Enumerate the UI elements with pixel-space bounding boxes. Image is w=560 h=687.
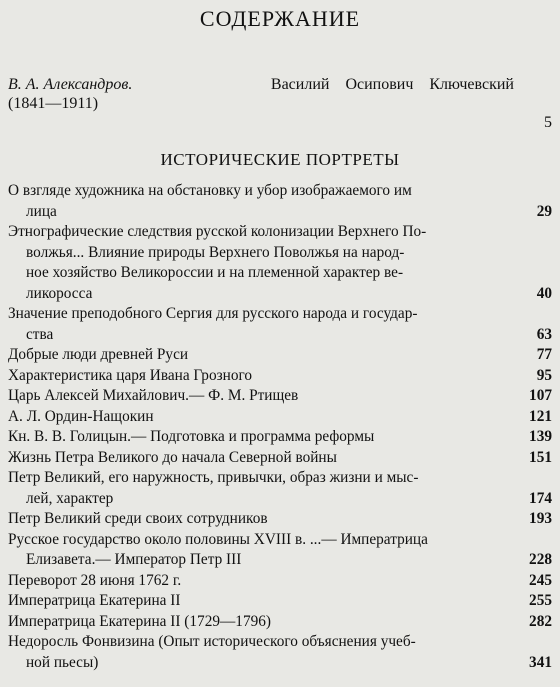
toc-entry-line: Жизнь Петра Великого до начала Северной войны — [8, 448, 337, 466]
author-entry-page: 5 — [544, 114, 552, 131]
toc-entry-line: А. Л. Ордин-Нащокин — [8, 407, 154, 425]
toc-entry-title — [8, 407, 522, 428]
toc-entry-line: лица — [26, 202, 57, 220]
toc-entry-page: 121 — [529, 407, 552, 425]
toc-entry[interactable] — [8, 222, 552, 304]
toc-entry-line: Недоросль Фонвизина (Опыт исторического объяснения учеб- — [8, 633, 416, 650]
toc-entry-page: 255 — [529, 592, 552, 609]
author-dates-line — [8, 95, 552, 132]
toc-entry-page: 341 — [529, 653, 552, 671]
toc-entry-page: 151 — [529, 448, 552, 466]
toc-entry-line: О взгляде художника на обстановку и убор изображаемого им — [8, 182, 412, 199]
toc-entry-page: 282 — [529, 612, 552, 630]
toc-entry-line: Характеристика царя Ивана Грозного — [8, 366, 253, 384]
author-entry — [8, 76, 552, 132]
author-entry-dates: (1841—1911) — [8, 95, 99, 112]
toc-entry-line: Переворот 28 июня 1762 г. — [8, 571, 182, 589]
author-line — [8, 76, 552, 94]
toc-entry[interactable] — [8, 407, 552, 428]
toc-entry-page: 95 — [536, 366, 552, 384]
toc-entry-line: Значение преподобного Сергия для русского народа и государ- — [8, 305, 418, 322]
toc-entry[interactable] — [8, 612, 552, 633]
author-entry-title: Василий Осипович Ключевский — [270, 76, 514, 93]
toc-entry-title — [8, 386, 522, 407]
toc-entry-line: ной пьесы) — [26, 653, 99, 671]
toc-entry-title — [8, 632, 522, 673]
toc-entry[interactable] — [8, 386, 552, 407]
toc-entry[interactable] — [8, 509, 552, 530]
toc-entry-title — [8, 345, 522, 366]
toc-entry-line: волжья... Влияние природы Верхнего Поволжья на народ- — [26, 243, 405, 261]
toc-entry-title — [8, 612, 522, 633]
toc-entry-line: ства — [26, 325, 54, 343]
author-name: В. А. Александров. — [8, 76, 133, 93]
toc-entry-page: 228 — [529, 551, 552, 568]
section-title: ИСТОРИЧЕСКИЕ ПОРТРЕТЫ — [160, 150, 400, 169]
toc-entry-page: 77 — [536, 346, 552, 363]
toc-entry[interactable] — [8, 468, 552, 509]
toc-entry[interactable] — [8, 632, 552, 673]
toc-entry[interactable] — [8, 591, 552, 612]
toc-entry-title — [8, 530, 522, 571]
toc-entry-line: лей, характер — [26, 489, 114, 507]
toc-entry-line: ное хозяйство Великороссии и на племенной характер ве- — [26, 264, 404, 281]
toc-entry-line: Царь Алексей Михайлович.— Ф. М. Ртищев — [8, 387, 299, 404]
toc-entry-title — [8, 304, 522, 345]
toc-entry-title — [8, 571, 522, 592]
toc-entry-line: Императрица Екатерина II (1729—1796) — [8, 612, 271, 630]
toc-entry-line: ликоросса — [26, 284, 93, 302]
toc-entry-line: Русское государство около половины XVIII в. ...— Императрица — [8, 530, 428, 548]
toc-entry-line: Петр Великий, его наружность, привычки, образ жизни и мыс- — [8, 469, 419, 486]
toc-entry-line: Елизавета.— Император Петр III — [26, 551, 242, 568]
toc-entry-page: 40 — [536, 284, 552, 302]
toc-entry-line: Этнографические следствия русской колонизации Верхнего По- — [8, 223, 427, 240]
toc-entry-line: Кн. В. В. Голицын.— Подготовка и программа реформы — [8, 428, 375, 445]
toc-entry[interactable] — [8, 427, 552, 448]
toc-entry[interactable] — [8, 530, 552, 571]
toc-entry-page: 139 — [529, 428, 552, 445]
toc-entry[interactable] — [8, 571, 552, 592]
page-title: СОДЕРЖАНИЕ — [199, 6, 361, 31]
toc-entry-title — [8, 591, 522, 612]
toc-entry-title — [8, 222, 522, 304]
toc-entry[interactable] — [8, 345, 552, 366]
toc-entry-title — [8, 181, 522, 222]
toc-entry-line: Петр Великий среди своих сотрудников — [8, 510, 268, 527]
toc-entry-page: 29 — [536, 202, 552, 220]
toc-entry[interactable] — [8, 448, 552, 469]
toc-entry-title — [8, 427, 522, 448]
toc-entry-line: Императрица Екатерина II — [8, 592, 181, 609]
toc-entry-page: 107 — [529, 387, 552, 404]
toc-entry-line: Добрые люди древней Руси — [8, 346, 189, 363]
toc-list — [8, 181, 552, 673]
toc-entry[interactable] — [8, 181, 552, 222]
toc-entry-title — [8, 468, 522, 509]
toc-entry-page: 193 — [529, 510, 552, 527]
toc-entry-page: 245 — [529, 571, 552, 589]
toc-entry-page: 63 — [536, 325, 552, 343]
toc-entry[interactable] — [8, 366, 552, 387]
toc-entry-page: 174 — [529, 489, 552, 507]
toc-entry-title — [8, 366, 522, 387]
toc-entry-title — [8, 448, 522, 469]
toc-entry[interactable] — [8, 304, 552, 345]
toc-entry-title — [8, 509, 522, 530]
